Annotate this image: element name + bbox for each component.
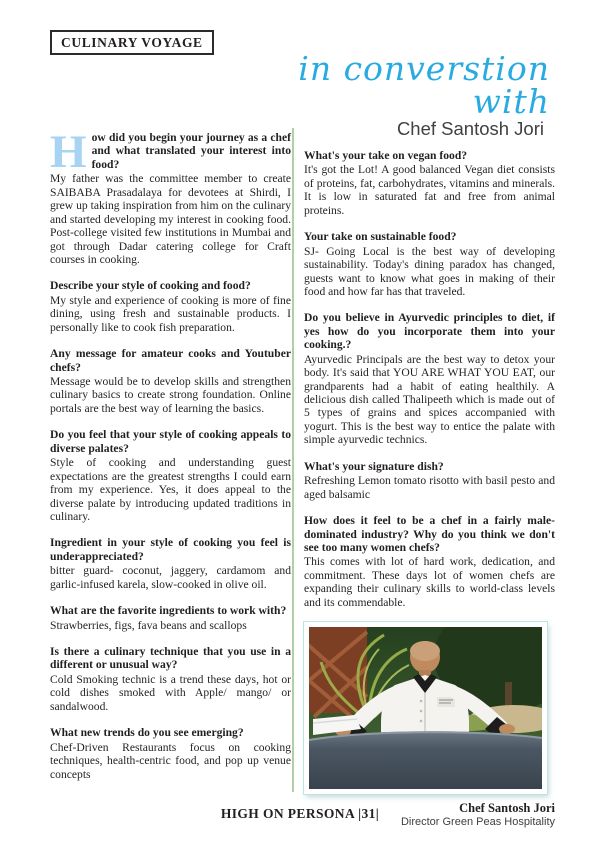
chef-photo-illustration [309,627,542,789]
question: Ingredient in your style of cooking you feel is underappreciated? [50,536,291,563]
page-footer: HIGH ON PERSONA |31| [220,806,380,821]
answer: Refreshing Lemon tomato risotto with basil pesto and aged balsamic [304,474,555,501]
column-divider [292,128,294,792]
answer: My father was the committee member to create SAIBABA Prasadalaya for devotees at Shirdi, I grew up taking inspiration from him on the culinary and started developing my interest in cooking food. Post-college visited few institutions in Mumbai and got through Dadar catering college for Craft courses in cooking. [50,172,291,266]
qa-block [50,347,291,415]
article-title-script: in converstion with [298,49,550,121]
question: Do you believe in Ayurvedic principles to diet, if yes how do you incorporate them into your cooking.? [304,311,555,352]
question: What's your take on vegan food? [304,149,468,162]
question: Do you feel that your style of cooking appeals to diverse palates? [50,428,291,455]
answer: It's got the Lot! A good balanced Vegan diet consists of proteins, fat, carbohydrates, vitamins and minerals. It is low in saturated fat and free from animal proteins. [304,163,555,217]
question: Is there a culinary technique that you use in a different or unusual way? [50,645,291,672]
answer: Cold Smoking technic is a trend these days, hot or cold dishes smoked with Apple/ mango/ or sandalwood. [50,672,291,713]
qa-block [50,536,291,591]
answer: My style and experience of cooking is more of fine dining, using fresh and sustainable products. I personally like to cook fish preparation. [50,293,291,334]
qa-block [50,126,291,266]
answer: Strawberries, figs, fava beans and scallops [50,618,247,632]
question: What are the favorite ingredients to work with? [50,604,287,618]
qa-block [304,230,555,298]
chef-photo [304,622,547,794]
question: What new trends do you see emerging? [50,726,244,740]
qa-block [304,460,555,501]
question: How does it feel to be a chef in a fairly male-dominated industry? Why do you think we don't see too many women chefs? [304,514,555,554]
qa-block [304,149,555,217]
qa-block [50,604,291,632]
qa-block [50,428,291,523]
question: Describe your style of cooking and food? [50,279,251,293]
photo-caption-title: Director Green Peas Hospitality [400,815,555,828]
answer: bitter guard- coconut, jaggery, cardamom and garlic-infused karela, slow-cooked in olive oil. [50,564,291,591]
answer: SJ- Going Local is the best way of developing sustainability. Today's dining paradox has changed, guests want to know what goes in making of their food and how far has that traveled. [304,244,555,298]
article-column-right [304,149,555,828]
article-title-block [220,49,550,139]
answer: Chef-Driven Restaurants focus on cooking techniques, health-centric food, and pop up venue concepts [50,740,291,781]
section-badge: CULINARY VOYAGE [50,30,214,55]
answer: Style of cooking and understanding guest expectations are the greatest strengths I could earn from my experience. Yes, it does appeal to the diverse palate by introducing updated traditions in culinary. [50,456,291,523]
question: Your take on sustainable food? [304,230,457,244]
answer: Message would be to develop skills and strengthen culinary basics to create strong foundation. Online portals are the best way of learning the basics. [50,375,291,415]
question: What's your signature dish? [304,459,444,473]
qa-block [304,311,555,446]
qa-block [50,645,291,713]
article-title-name: Chef Santosh Jori [396,118,544,139]
article-column-left [50,126,291,794]
qa-block [304,514,555,609]
qa-block [50,726,291,781]
answer: Ayurvedic Principals are the best way to detox your body. It's said that YOU ARE WHAT YOU EAT, our grandparents had a habit of eating healthily. A delicious dish called Thalipeeth which is made out of 5 types of grains and spices accompanied with yogurt. This is the best way to entice the palate with simple ayurvedic technics. [304,352,555,447]
answer: This comes with lot of hard work, dedication, and commitment. These days lot of women chefs are expanding their culinary skills to world-class levels and its commendable. [304,555,555,609]
qa-block [50,279,291,334]
drop-cap: H [50,126,87,178]
question: Any message for amateur cooks and Youtuber chefs? [50,347,291,374]
photo-caption-name: Chef Santosh Jori [459,801,555,816]
question: How did you begin your journey as a chef and what translated your interest into food? [50,126,291,178]
